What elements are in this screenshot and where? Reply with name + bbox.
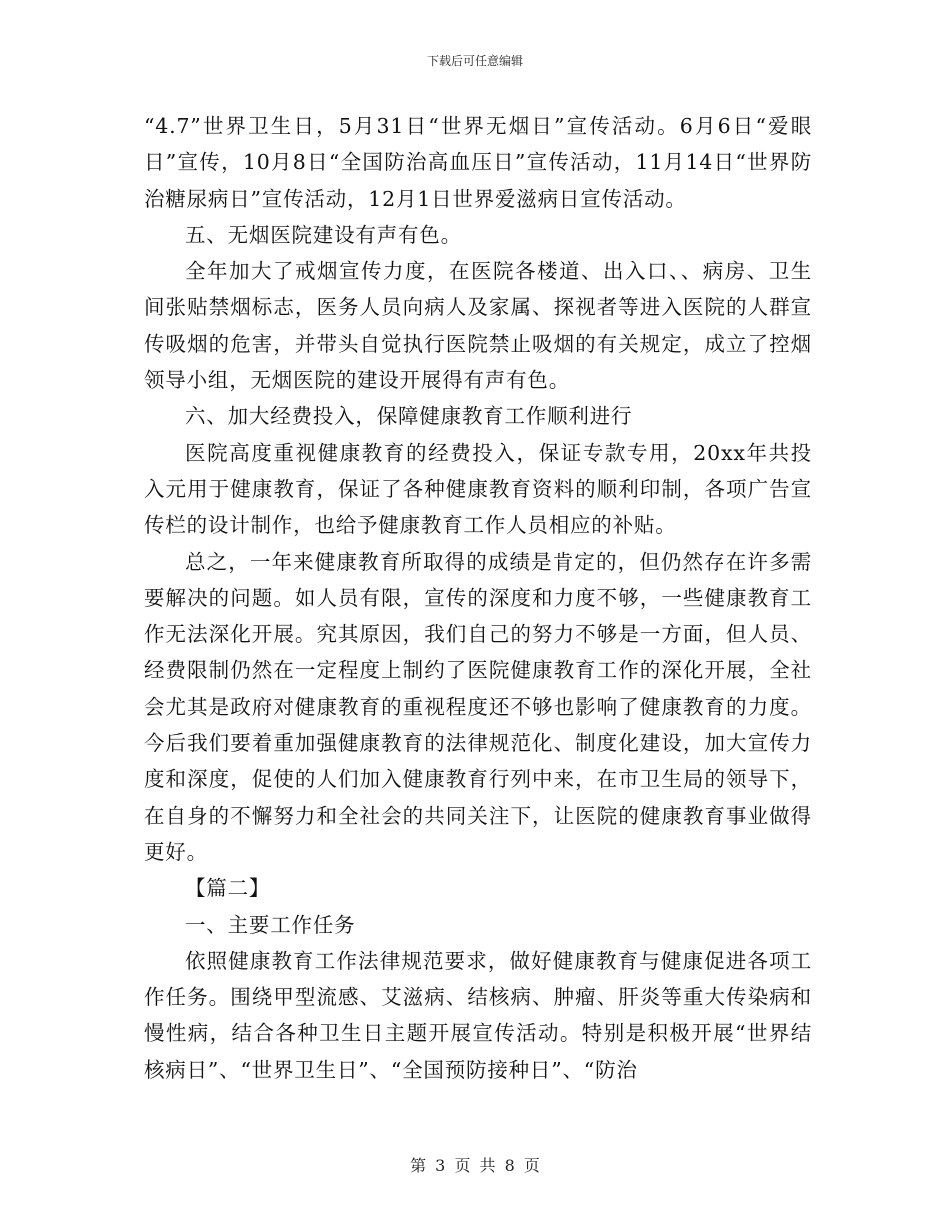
heading-funding: 六、加大经费投入，保障健康教育工作顺利进行 — [185, 404, 633, 429]
paragraph-main-tasks: 依照健康教育工作法律规范要求，做好健康教育与健康促进各项工作任务。围绕甲型流感、艾滋病、结核病、肿瘤、肝炎等重大传染病和慢性病，结合各种卫生日主题开展宣传活动。特别是积极开展“世界结核病日”、“世界卫生日”、“全国预防接种日”、“防治 — [144, 948, 812, 1082]
paragraph-summary: 总之，一年来健康教育所取得的成绩是肯定的，但仍然存在许多需要解决的问题。如人员有限，宣传的深度和力度不够，一些健康教育工作无法深化开展。究其原因，我们自己的努力不够是一方面，但人员、经费限制仍然在一定程度上制约了医院健康教育工作的深化开展，全社会尤其是政府对健康教育的重视程度还不够也影响了健康教育的力度。今后我们要着重加强健康教育的法律规范化、制度化建设，加大宣传力度和深度，促使的人们加入健康教育行列中来，在市卫生局的领导下，在自身的不懈努力和全社会的共同关注下，让医院的健康教育事业做得更好。 — [144, 549, 812, 864]
paragraph-health-days: “4.7”世界卫生日，5月31日“世界无烟日”宣传活动。6月6日“爱眼日”宣传，10月8日“全国防治高血压日”宣传活动，11月14日“世界防治糖尿病日”宣传活动，12月1日世界爱滋病日宣传活动。 — [144, 114, 812, 211]
page-number: 第 3 页 共 8 页 — [410, 1156, 540, 1175]
page-header: 下载后可任意编辑 — [426, 54, 523, 68]
heading-main-tasks: 一、主要工作任务 — [185, 912, 356, 937]
paragraph-funding: 医院高度重视健康教育的经费投入，保证专款专用，20xx年共投入元用于健康教育，保证了各种健康教育资料的顺利印制，各项广告宣传栏的设计制作，也给予健康教育工作人员相应的补贴。 — [144, 440, 812, 538]
paragraph-smoke-free: 全年加大了戒烟宣传力度，在医院各楼道、出入口、、病房、卫生间张贴禁烟标志，医务人员向病人及家属、探视者等进入医院的人群宣传吸烟的危害，并带头自觉执行医院禁止吸烟的有关规定，成立了控烟领导小组，无烟医院的建设开展得有声有色。 — [144, 259, 812, 393]
heading-smoke-free-hospital: 五、无烟医院建设有声有色。 — [185, 222, 462, 247]
section-label-part-two: 【篇二】 — [185, 876, 271, 901]
document-body — [144, 108, 812, 1088]
